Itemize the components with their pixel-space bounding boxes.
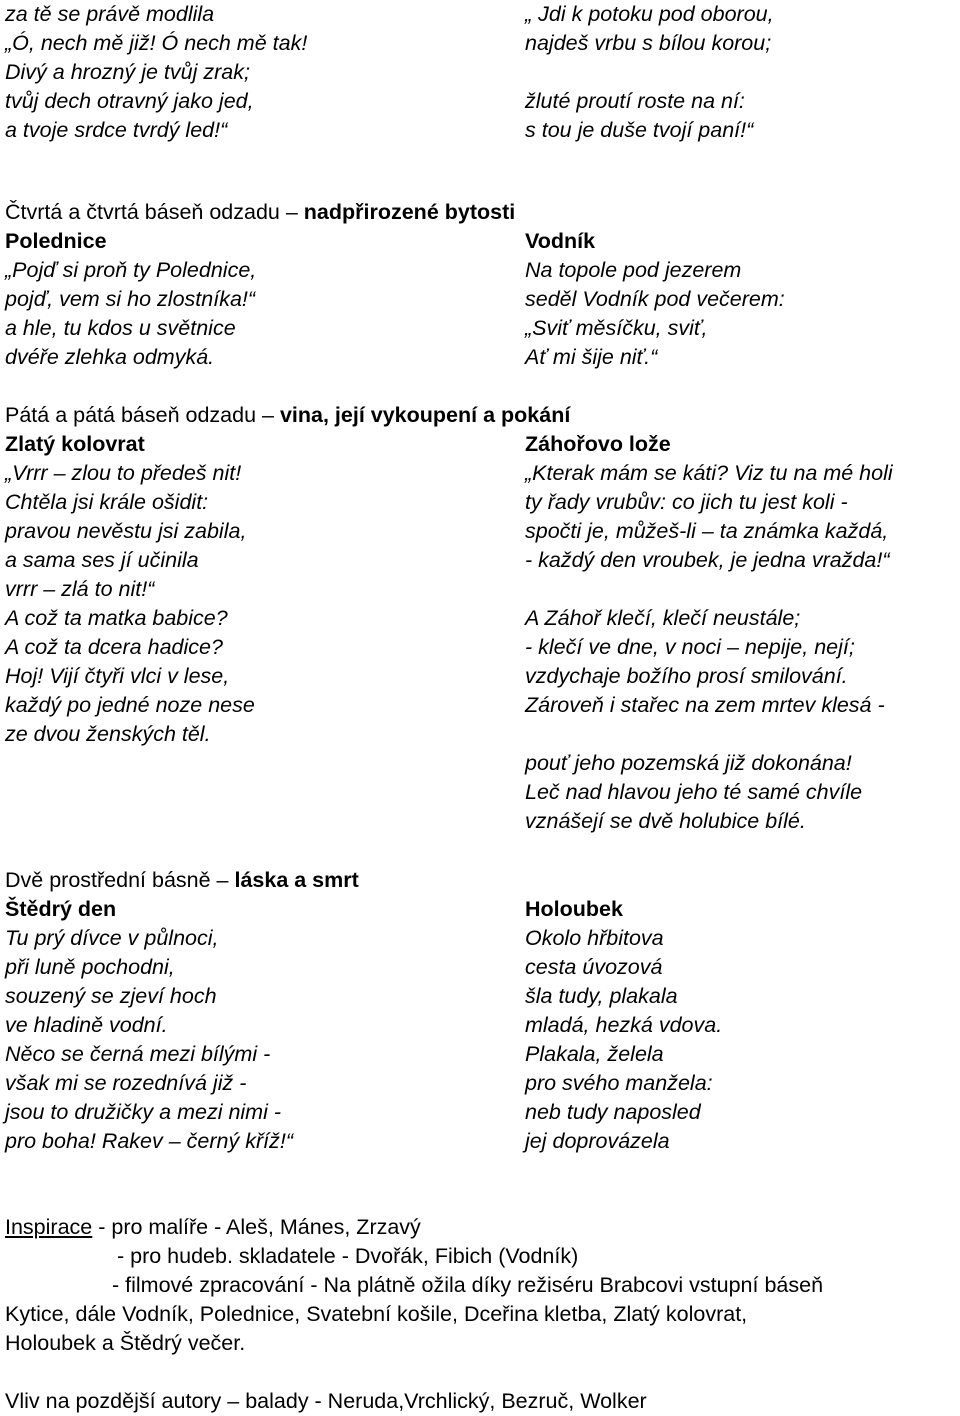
heading-prefix: Dvě prostřední básně – xyxy=(5,868,235,892)
verse-line: Tu prý dívce v půlnoci, xyxy=(5,926,219,950)
inspiration-paragraph xyxy=(5,1213,823,1358)
section-heading-5 xyxy=(5,401,570,430)
verse-line: neb tudy naposled xyxy=(525,1100,701,1124)
poem-polednice xyxy=(5,227,256,372)
verse-line: každý po jedné noze nese xyxy=(5,693,255,717)
inspiration-text: - filmové zpracování - Na plátně ožila díky režiséru Brabcovi vstupní báseň xyxy=(112,1273,824,1297)
verse-line: Hoj! Vijí čtyři vlci v lese, xyxy=(5,664,230,688)
verse-line: pro svého manžela: xyxy=(525,1071,713,1095)
verse-line: žluté proutí roste na ní: xyxy=(525,89,745,113)
section-heading-6 xyxy=(5,866,359,895)
verse-line: Chtěla jsi krále ošidit: xyxy=(5,490,209,514)
inspiration-label: Inspirace xyxy=(5,1215,93,1239)
poem-zahorovo-loze xyxy=(525,430,893,836)
verse-line: Leč nad hlavou jeho té samé chvíle xyxy=(525,780,863,804)
inspiration-text: Kytice, dále Vodník, Polednice, Svatební košile, Dceřina kletba, Zlatý kolovrat, xyxy=(5,1302,748,1326)
heading-theme: láska a smrt xyxy=(234,868,359,892)
poem-title: Vodník xyxy=(525,229,596,253)
verse-line: „Vrrr – zlou to předeš nit! xyxy=(5,461,242,485)
verse-line: „Ó, nech mě již! Ó nech mě tak! xyxy=(5,31,308,55)
section-heading-4 xyxy=(5,198,515,227)
verse-line: najdeš vrbu s bílou korou; xyxy=(525,31,772,55)
verse-line: Něco se černá mezi bílými - xyxy=(5,1042,271,1066)
verse-line: A což ta dcera hadice? xyxy=(5,635,223,659)
verse-line: spočti je, můžeš-li – ta známka každá, xyxy=(525,519,889,543)
verse-line: Okolo hřbitova xyxy=(525,926,664,950)
heading-theme: nadpřirozené bytosti xyxy=(303,200,516,224)
verse-line: a hle, tu kdos u světnice xyxy=(5,316,236,340)
poem-title: Zlatý kolovrat xyxy=(5,432,145,456)
inspiration-text: Holoubek a Štědrý večer. xyxy=(5,1331,246,1355)
verse-line: jsou to družičky a mezi nimi - xyxy=(5,1100,281,1124)
verse-line: - klečí ve dne, v noci – nepije, nejí; xyxy=(525,635,855,659)
verse-line: při luně pochodni, xyxy=(5,955,175,979)
verse-line: vzdychaje božího prosí smilování. xyxy=(525,664,848,688)
verse-line: pro boha! Rakev – černý kříž!“ xyxy=(5,1129,293,1153)
heading-theme: vina, její vykoupení a pokání xyxy=(279,403,571,427)
poem-title: Polednice xyxy=(5,229,107,253)
verse-line: za tě se právě modlila xyxy=(5,2,215,26)
influence-text: Vliv na pozdější autory – balady - Neruda,Vrchlický, Bezruč, Wolker xyxy=(5,1389,647,1413)
poem-stedry-den xyxy=(5,895,293,1156)
verse-line: a tvoje srdce tvrdý led!“ xyxy=(5,118,228,142)
verse-line: Plakala, želela xyxy=(525,1042,664,1066)
top-right-verse xyxy=(525,0,774,145)
verse-line: vznášejí se dvě holubice bílé. xyxy=(525,809,806,833)
verse-line: ve hladině vodní. xyxy=(5,1013,168,1037)
verse-line: pravou nevěstu jsi zabila, xyxy=(5,519,247,543)
verse-line: mladá, hezká vdova. xyxy=(525,1013,723,1037)
verse-line: Na topole pod jezerem xyxy=(525,258,742,282)
poem-holoubek xyxy=(525,895,722,1156)
verse-line: „Pojď si proň ty Polednice, xyxy=(5,258,257,282)
poem-vodnik xyxy=(525,227,785,372)
verse-line: pojď, vem si ho zlostníka!“ xyxy=(5,287,256,311)
verse-line: „Sviť měsíčku, sviť, xyxy=(525,316,708,340)
verse-line: ty řady vrubův: co jich tu jest koli - xyxy=(525,490,848,514)
inspiration-text: - pro hudeb. skladatele - Dvořák, Fibich (Vodník) xyxy=(117,1244,579,1268)
verse-line: pouť jeho pozemská již dokonána! xyxy=(525,751,852,775)
verse-line: cesta úvozová xyxy=(525,955,663,979)
verse-line: a sama ses jí učinila xyxy=(5,548,199,572)
heading-prefix: Pátá a pátá báseň odzadu – xyxy=(5,403,280,427)
verse-line: - každý den vroubek, je jedna vražda!“ xyxy=(525,548,890,572)
verse-line: A Záhoř klečí, klečí neustále; xyxy=(525,606,801,630)
poem-zlaty-kolovrat xyxy=(5,430,255,749)
poem-title: Záhořovo lože xyxy=(525,432,671,456)
verse-line: Ať mi šije niť.“ xyxy=(525,345,658,369)
poem-title: Holoubek xyxy=(525,897,623,921)
verse-line: „Kterak mám se káti? Viz tu na mé holi xyxy=(525,461,893,485)
verse-line: „ Jdi k potoku pod oborou, xyxy=(525,2,774,26)
top-left-verse xyxy=(5,0,307,145)
verse-line: jej doprovázela xyxy=(525,1129,670,1153)
verse-line: tvůj dech otravný jako jed, xyxy=(5,89,254,113)
verse-line: souzený se zjeví hoch xyxy=(5,984,217,1008)
verse-line: A což ta matka babice? xyxy=(5,606,228,630)
verse-line: s tou je duše tvojí paní!“ xyxy=(525,118,754,142)
poem-title: Štědrý den xyxy=(5,897,117,921)
influence-paragraph xyxy=(5,1387,647,1416)
verse-line: seděl Vodník pod večerem: xyxy=(525,287,785,311)
verse-line: však mi se rozednívá již - xyxy=(5,1071,247,1095)
verse-line: vrrr – zlá to nit!“ xyxy=(5,577,155,601)
verse-line: dvéře zlehka odmyká. xyxy=(5,345,215,369)
heading-prefix: Čtvrtá a čtvrtá báseň odzadu – xyxy=(5,200,304,224)
verse-line: ze dvou ženských těl. xyxy=(5,722,211,746)
verse-line: šla tudy, plakala xyxy=(525,984,678,1008)
verse-line: Zároveň i stařec na zem mrtev klesá - xyxy=(525,693,885,717)
inspiration-text: - pro malíře - Aleš, Mánes, Zrzavý xyxy=(92,1215,421,1239)
verse-line: Divý a hrozný je tvůj zrak; xyxy=(5,60,250,84)
